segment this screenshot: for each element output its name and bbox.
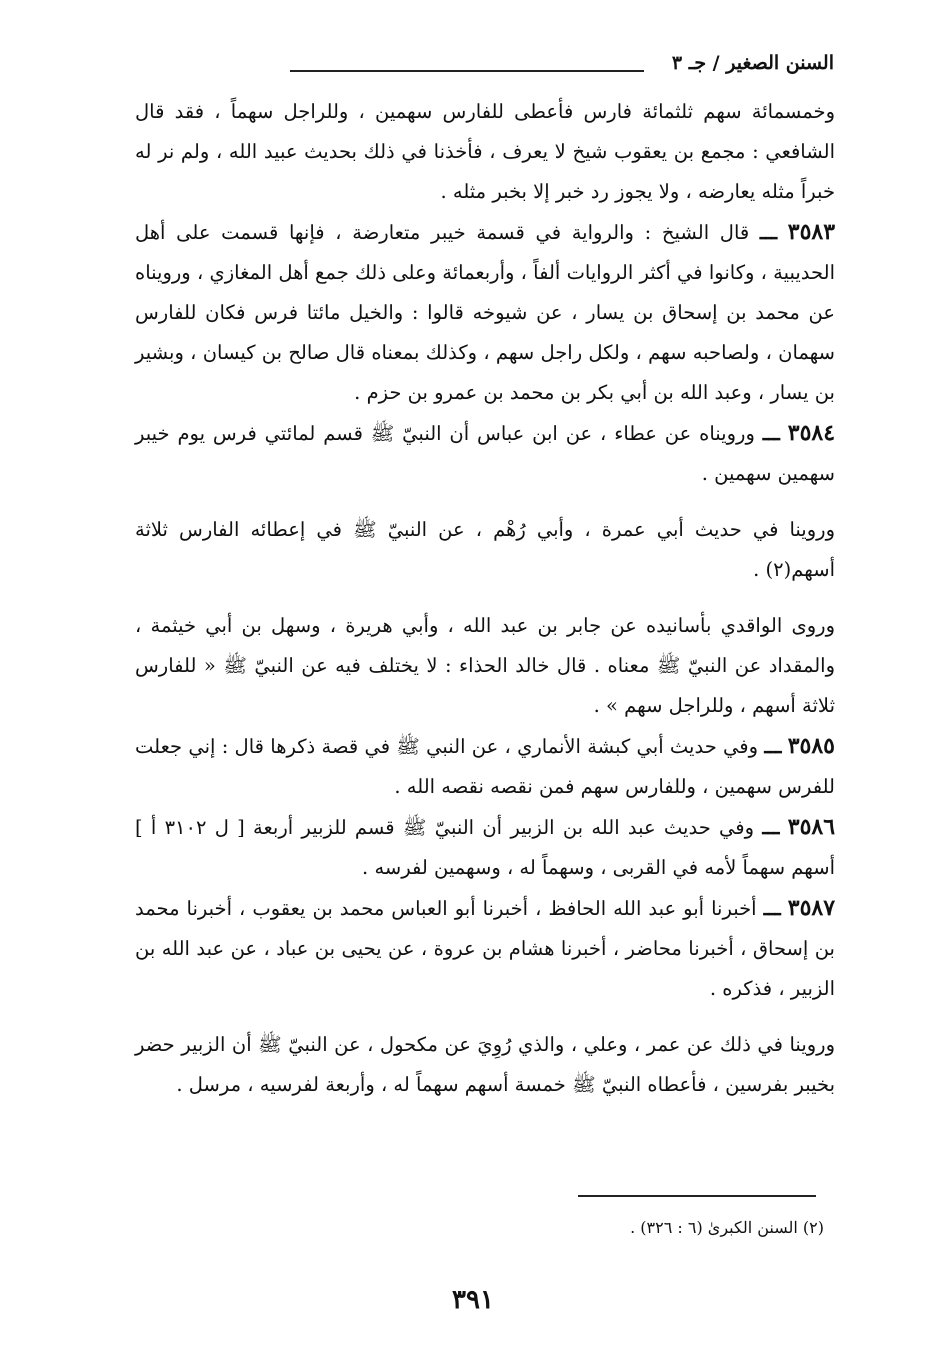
hadith-number: ٣٥٨٣	[787, 219, 836, 245]
header-rule	[290, 70, 644, 72]
paragraph-text: وروينا في حديث أبي عمرة ، وأبي رُهْم ، عن النبيّ ﷺ في إعطائه الفارس ثلاثة أسهم(٢) .	[135, 518, 835, 581]
main-text	[135, 92, 835, 1105]
running-header	[290, 50, 834, 90]
paragraph-text: وروينا في ذلك عن عمر ، وعلي ، والذي رُوِيَ عن مكحول ، عن النبيّ ﷺ أن الزبير حضر بخيبر بفرسين ، فأعطاه النبيّ ﷺ خمسة أسهم سهماً له ، وأربعة لفرسيه ، مرسل .	[135, 1033, 835, 1096]
footnote: (٢) السنن الكبرىٰ (٦ : ٣٢٦) .	[630, 1218, 824, 1237]
number-dash: ـــ	[759, 221, 778, 244]
header-title: السنن الصغير / جـ ٣	[671, 52, 834, 74]
hadith-number: ٣٥٨٦	[787, 814, 836, 840]
hadith-number: ٣٥٨٤	[787, 420, 836, 446]
paragraph	[135, 726, 835, 807]
number-dash: ـــ	[762, 422, 780, 445]
hadith-number: ٣٥٨٥	[787, 733, 835, 759]
paragraph	[135, 510, 835, 590]
paragraph	[135, 92, 835, 212]
paragraph	[135, 888, 835, 1009]
paragraph-text: قال الشيخ : والرواية في قسمة خيبر متعارضة ، فإنها قسمت على أهل الحديبية ، وكانوا في أكثر الروايات ألفاً ، وأربعمائة وعلى ذلك جمع أهل المغازي ، ورويناه عن محمد بن إسحاق بن يسار ، عن شيوخه قالوا : والخيل مائتا فرس فكان للفارس سهمان ، ولصاحبه سهم ، ولكل راجل سهم ، وكذلك بمعناه قال صالح بن كيسان ، وبشير بن يسار ، وعبد الله بن أبي بكر بن محمد بن عمرو بن حزم .	[135, 221, 835, 404]
paragraph-text: وفي حديث عبد الله بن الزبير أن النبيّ ﷺ قسم للزبير أربعة [ ل ٣١٠٢ أ ] أسهم سهماً لأمه في القربى ، وسهماً له ، وسهمين لفرسه .	[135, 816, 835, 879]
footnote-rule	[578, 1195, 816, 1197]
paragraph	[135, 212, 835, 413]
hadith-number: ٣٥٨٧	[787, 895, 836, 921]
paragraph-text: وفي حديث أبي كبشة الأنماري ، عن النبي ﷺ في قصة ذكرها قال : إني جعلت للفرس سهمين ، وللفارس سهم فمن نقصه نقصه الله .	[135, 735, 835, 798]
number-dash: ـــ	[763, 897, 781, 920]
paragraph	[135, 606, 835, 726]
paragraph-text: ورويناه عن عطاء ، عن ابن عباس أن النبيّ ﷺ قسم لمائتي فرس يوم خيبر سهمين سهمين .	[135, 422, 835, 485]
number-dash: ـــ	[762, 816, 780, 839]
paragraph-text: أخبرنا أبو عبد الله الحافظ ، أخبرنا أبو العباس محمد بن يعقوب ، أخبرنا محمد بن إسحاق ، أخبرنا محاضر ، أخبرنا هشام بن عروة ، عن يحيى بن عباد ، عن عبد الله بن الزبير ، فذكره .	[135, 897, 835, 1000]
paragraph	[135, 1025, 835, 1105]
paragraph	[135, 807, 835, 888]
number-dash: ـــ	[764, 735, 782, 758]
paragraph-text: وروى الواقدي بأسانيده عن جابر بن عبد الله ، وأبي هريرة ، وسهل بن أبي خيثمة ، والمقداد عن النبيّ ﷺ معناه . قال خالد الحذاء : لا يختلف فيه عن النبيّ ﷺ « للفارس ثلاثة أسهم ، وللراجل سهم » .	[135, 614, 835, 717]
paragraph	[135, 413, 835, 494]
paragraph-text: وخمسمائة سهم ثلثمائة فارس فأعطى للفارس سهمين ، وللراجل سهماً ، فقد قال الشافعي : مجمع بن يعقوب شيخ لا يعرف ، فأخذنا في ذلك بحديث عبيد الله ، ولم نر له خبراً مثله يعارضه ، ولا يجوز رد خبر إلا بخبر مثله .	[135, 100, 835, 203]
page-number: ٣٩١	[452, 1285, 494, 1315]
